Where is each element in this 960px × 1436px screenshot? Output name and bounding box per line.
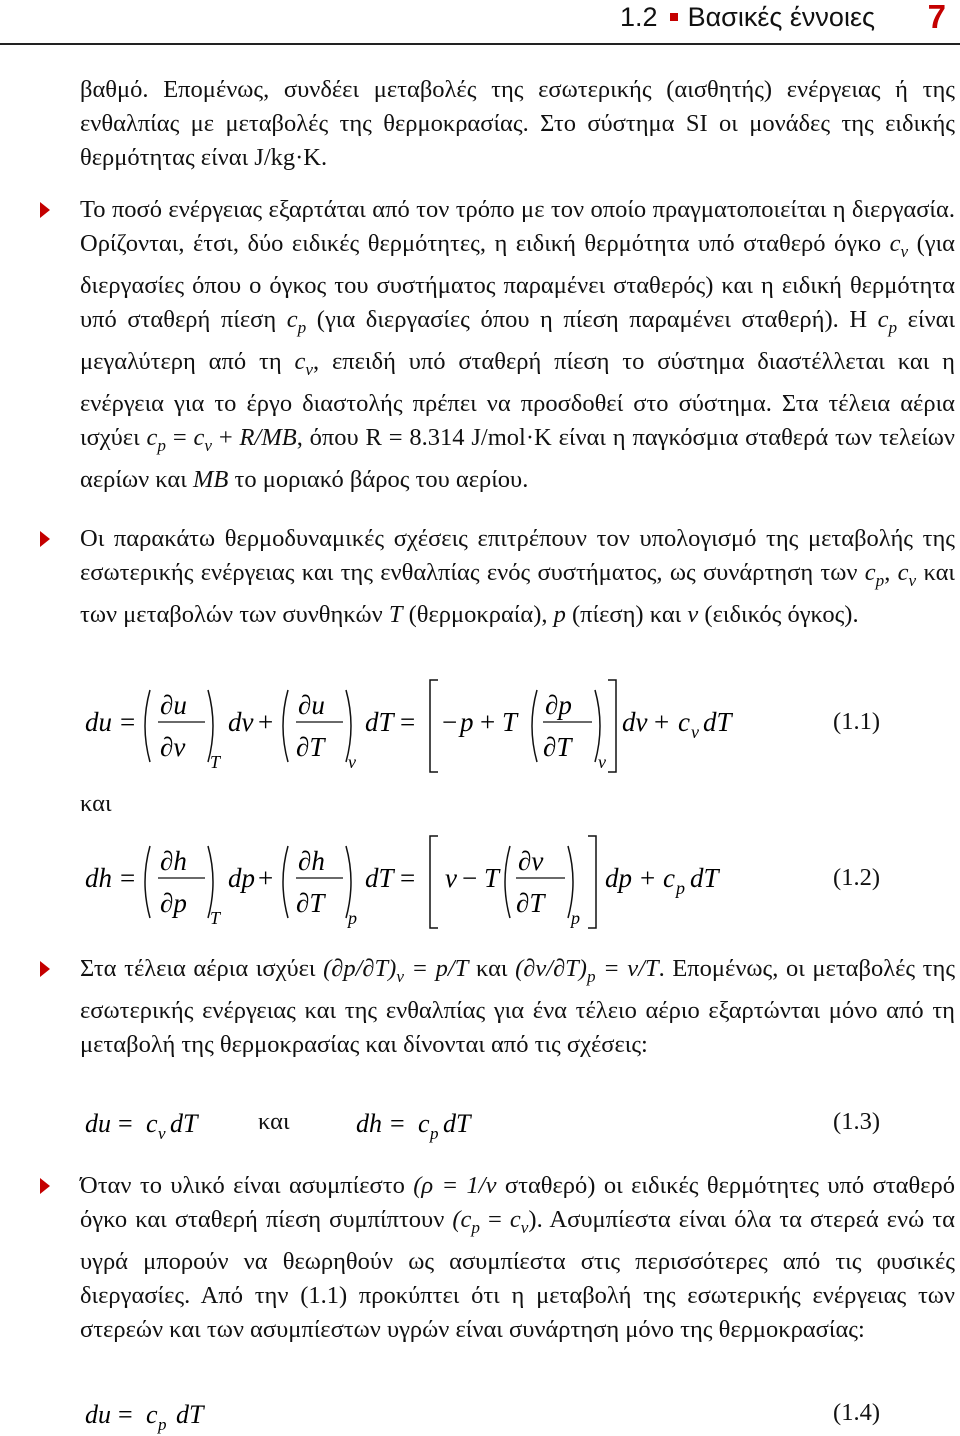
svg-text:v: v xyxy=(158,1124,166,1143)
svg-text:dT: dT xyxy=(443,1109,471,1138)
running-head xyxy=(620,2,875,33)
svg-text:du: du xyxy=(85,1109,111,1138)
svg-text:∂h: ∂h xyxy=(298,846,325,876)
svg-text:=: = xyxy=(400,863,416,893)
svg-text:∂T: ∂T xyxy=(296,888,325,918)
svg-text:v: v xyxy=(691,722,699,742)
paragraph-continuation: βαθμό. Επομένως, συνδέει μεταβολές της εσωτερικής (αισθητής) ενέργειας ή της ενθαλπίας με μεταβολές της θερμοκρασίας. Στο σύστημα SI οι μονάδες της ειδικής θερμότητας είναι J/kg·K. xyxy=(80,76,955,171)
svg-text:∂u: ∂u xyxy=(298,690,325,720)
equation-1-2 xyxy=(0,832,960,932)
svg-text:p: p xyxy=(460,707,474,737)
connector-text: και xyxy=(80,790,112,817)
paragraph-incompressible: Όταν το υλικό είναι ασυμπίεστο (ρ = 1/v σταθερό) οι ειδικές θερμότητες υπό σταθερό όγκο και σταθερή πίεση συμπίπτουν $(c_p = c_v)$. Ασυμπίεστα είναι όλα τα στερεά ενώ τα υγρά μπορούν να θεωρηθούν ως ασυμπίεστα στις περισσότερες από τις φυσικές διεργασίες. Από την (1.1) προκύπτει ότι η μεταβολή της εσωτερικής ενέργειας των στερεών και των ασυμπίεστων υγρών είναι συνάρτηση μόνο της θερμοκρασίας: xyxy=(80,1172,955,1343)
equation-1-1 xyxy=(0,676,960,776)
paragraph-specific-heats: Το ποσό ενέργειας εξαρτάται από τον τρόπο με τον οποίο πραγματοποιείται η διεργασία. Ορίζονται, έτσι, δύο ειδικές θερμότητες, η ειδική θερμότητα υπό σταθερό όγκο $c_v$ (για διεργασίες όπου ο όγκος του συστήματος παραμένει σταθερός) και η ειδική θερμότητα υπό σταθερή πίεση $c_p$ (για διεργασίες όπου η πίεση παραμένει σταθερή). Η $c_p$ είναι μεγαλύτερη από τη $c_v$, επειδή υπό σταθερή πίεση το σύστημα διαστέλλεται και η ενέργεια για το έργο διαστολής πρέπει να προσδοθεί στο σύστημα. Στα τέλεια αέρια ισχύει $c_p = c_v + R/MB$, όπου R = 8.314 J/mol·K είναι η παγκόσμια σταθερά των τελείων αερίων και MB το μοριακό βάρος του αερίου. xyxy=(80,196,956,493)
svg-text:−: − xyxy=(462,863,478,893)
svg-text:c: c xyxy=(678,707,690,737)
svg-text:dT: dT xyxy=(703,707,732,737)
svg-text:dh: dh xyxy=(356,1109,382,1138)
svg-text:p: p xyxy=(430,1124,439,1143)
svg-text:c: c xyxy=(418,1109,430,1138)
svg-text:∂p: ∂p xyxy=(545,690,572,720)
svg-text:dT: dT xyxy=(176,1400,204,1429)
svg-text:=: = xyxy=(120,707,136,737)
svg-text:p: p xyxy=(348,908,357,928)
svg-text:∂v: ∂v xyxy=(160,732,186,762)
svg-text:∂T: ∂T xyxy=(543,732,572,762)
svg-text:∂h: ∂h xyxy=(160,846,187,876)
equation-number: (1.4) xyxy=(833,1399,880,1426)
svg-text:dT: dT xyxy=(365,707,394,737)
equation-1-3 xyxy=(0,1104,960,1144)
svg-text:=: = xyxy=(390,1109,405,1138)
svg-text:=: = xyxy=(400,707,416,737)
svg-text:∂v: ∂v xyxy=(518,846,544,876)
svg-text:T: T xyxy=(210,752,221,772)
svg-text:dv: dv xyxy=(228,707,254,737)
svg-text:=: = xyxy=(118,1400,133,1429)
triangle-bullet-icon xyxy=(40,531,50,547)
svg-text:T: T xyxy=(484,863,500,893)
square-bullet-icon xyxy=(670,13,678,21)
svg-text:∂T: ∂T xyxy=(296,732,325,762)
svg-text:−: − xyxy=(442,707,458,737)
section-number: 1.2 xyxy=(620,2,658,32)
equation-1-4 xyxy=(0,1395,960,1435)
equation-number: (1.2) xyxy=(833,864,880,891)
svg-text:=: = xyxy=(118,1109,133,1138)
connector-text: και xyxy=(258,1108,290,1135)
svg-text:c: c xyxy=(663,863,675,893)
svg-text:dT: dT xyxy=(170,1109,198,1138)
svg-text:∂u: ∂u xyxy=(160,690,187,720)
svg-text:dT: dT xyxy=(365,863,394,893)
svg-text:c: c xyxy=(146,1400,158,1429)
svg-text:+: + xyxy=(480,707,496,737)
equation-number: (1.1) xyxy=(833,708,880,735)
svg-text:v: v xyxy=(348,752,356,772)
svg-text:dh: dh xyxy=(85,863,112,893)
section-title: Βασικές έννοιες xyxy=(687,2,875,32)
svg-text:p: p xyxy=(571,908,580,928)
svg-text:∂T: ∂T xyxy=(516,888,545,918)
paragraph-thermo-relations: Οι παρακάτω θερμοδυναμικές σχέσεις επιτρέπουν τον υπολογισμό της μεταβολής της εσωτερικής ενέργειας και της ενθαλπίας ενός συστήματος, ως συνάρτηση των $c_p$, $c_v$ και των μεταβολών των συνθηκών T (θερμοκραία), p (πίεση) και v (ειδικός όγκος). xyxy=(80,525,955,628)
svg-text:v: v xyxy=(445,863,457,893)
equation-number: (1.3) xyxy=(833,1108,880,1135)
svg-text:+: + xyxy=(654,707,670,737)
triangle-bullet-icon xyxy=(40,1178,50,1194)
triangle-bullet-icon xyxy=(40,202,50,218)
svg-text:p: p xyxy=(676,878,685,898)
svg-text:+: + xyxy=(640,863,656,893)
paragraph-ideal-gas: Στα τέλεια αέρια ισχύει $(\partial p/\partial T)_v = p/T$ και $(\partial v/\partial T)_p = v/T$. Επομένως, οι μεταβολές της εσωτερικής ενέργειας και της ενθαλπίας για ένα τέλειο αέριο εξαρτώνται μόνο από τη μεταβολή της θερμοκρασίας και δίνονται από τις σχέσεις: xyxy=(80,955,956,1058)
svg-text:v: v xyxy=(598,752,606,772)
header-rule xyxy=(0,43,960,45)
svg-text:c: c xyxy=(146,1109,158,1138)
page-number: 7 xyxy=(927,0,946,35)
svg-text:dv: dv xyxy=(622,707,648,737)
svg-text:du: du xyxy=(85,1400,111,1429)
svg-text:T: T xyxy=(502,707,518,737)
svg-text:T: T xyxy=(210,908,221,928)
svg-text:dp: dp xyxy=(228,863,255,893)
svg-text:p: p xyxy=(158,1415,167,1434)
page-header xyxy=(0,0,960,44)
triangle-bullet-icon xyxy=(40,961,50,977)
svg-text:=: = xyxy=(120,863,136,893)
svg-text:du: du xyxy=(85,707,112,737)
svg-text:+: + xyxy=(258,707,274,737)
svg-text:+: + xyxy=(258,863,274,893)
svg-text:dp: dp xyxy=(605,863,632,893)
svg-text:∂p: ∂p xyxy=(160,888,187,918)
svg-text:dT: dT xyxy=(690,863,719,893)
